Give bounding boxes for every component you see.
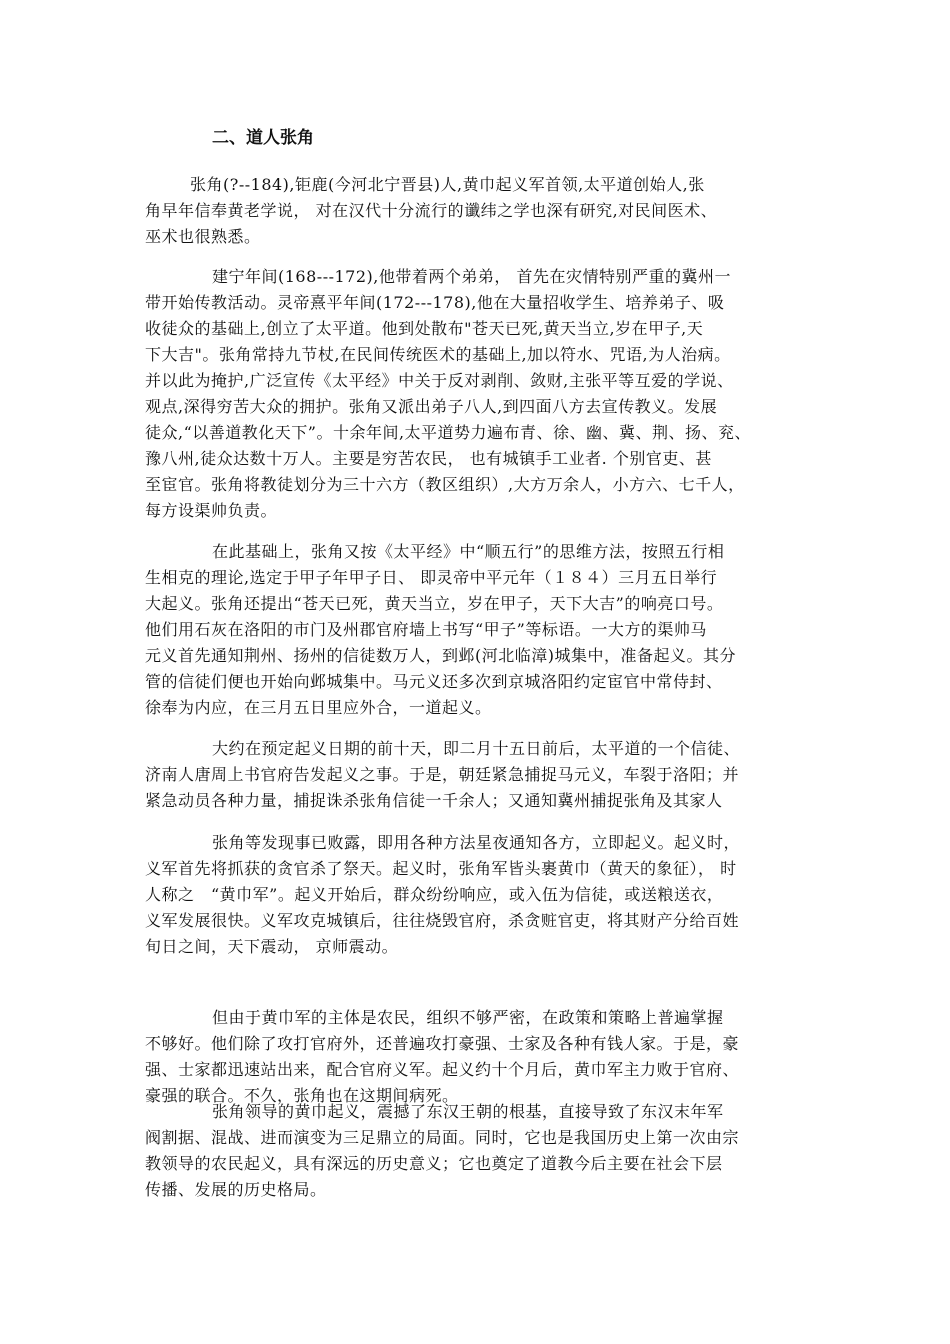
text-line: 建宁年间(168---172),他带着两个弟弟， 首先在灾情特别严重的冀州一: [212, 267, 731, 286]
text-line: 张角(?--184),钜鹿(今河北宁晋县)人,黄巾起义军首领,太平道创始人,张: [190, 175, 705, 194]
text-line: 大约在预定起义日期的前十天，即二月十五日前后，太平道的一个信徒、: [212, 739, 741, 758]
text-line: 紧急动员各种力量，捕捉诛杀张角信徒一千余人；又通知冀州捕捉张角及其家人: [145, 791, 723, 810]
text-line: 他们用石灰在洛阳的市门及州郡官府墙上书写“甲子”等标语。一大方的渠帅马: [145, 620, 707, 639]
text-line: 不够好。他们除了攻打官府外，还普遍攻打豪强、士家及各种有钱人家。于是，豪: [145, 1034, 740, 1053]
section-heading: 二、道人张角: [212, 128, 314, 148]
text-line: 但由于黄巾军的主体是农民，组织不够严密，在政策和策略上普遍掌握: [212, 1008, 724, 1027]
text-line: 阀割据、混战、进而演变为三足鼎立的局面。同时，它也是我国历史上第一次由宗: [145, 1128, 740, 1147]
text-line: 人称之 “黄巾军”。起义开始后，群众纷纷响应，或入伍为信徒，或送粮送衣，: [145, 885, 724, 904]
text-line: 豫八州,徒众达数十万人。主要是穷苦农民， 也有城镇手工业者. 个别官吏、甚: [145, 449, 712, 468]
text-line: 强、士家都迅速站出来，配合官府义军。起义约十个月后，黄巾军主力败于官府、: [145, 1060, 740, 1079]
text-line: 旬日之间，天下震动， 京师震动。: [145, 937, 399, 956]
text-line: 传播、发展的历史格局。: [145, 1180, 327, 1199]
text-line: 徐奉为内应，在三月五日里应外合，一道起义。: [145, 698, 492, 717]
text-line: 管的信徒们便也开始向邺城集中。马元义还多次到京城洛阳约定宦官中常侍封、: [145, 672, 723, 691]
text-line: 义军首先将抓获的贪官杀了祭天。起义时，张角军皆头裹黄巾（黄天的象征）， 时: [145, 859, 737, 878]
text-line: 每方设渠帅负责。: [145, 501, 278, 520]
text-line: 义军发展很快。义军攻克城镇后，往往烧毁官府，杀贪赃官吏，将其财产分给百姓: [145, 911, 740, 930]
text-line: 徒众,“以善道教化天下”。十余年间,太平道势力遍布青、徐、幽、冀、荆、扬、兖、: [145, 423, 752, 442]
text-line: 张角领导的黄巾起义，震撼了东汉王朝的根基，直接导致了东汉末年军: [212, 1102, 724, 1121]
text-line: 至宦官。张角将教徒划分为三十六方（教区组织）,大方万余人，小方六、七千人，: [145, 475, 745, 494]
text-line: 豪强的联合。不久，张角也在这期间病死。: [145, 1086, 459, 1105]
text-line: 角早年信奉黄老学说， 对在汉代十分流行的谶纬之学也深有研究,对民间医术、: [145, 201, 718, 220]
text-line: 带开始传教活动。灵帝熹平年间(172---178),他在大量招收学生、培养弟子、吸: [145, 293, 725, 312]
text-line: 下大吉"。张角常持九节杖,在民间传统医术的基础上,加以符水、咒语,为人治病。: [145, 345, 731, 364]
text-line: 大起义。张角还提出“苍天已死，黄天当立，岁在甲子，天下大吉”的响亮口号。: [145, 594, 724, 613]
text-line: 收徒众的基础上,创立了太平道。他到处散布"苍天已死,黄天当立,岁在甲子,天: [145, 319, 704, 338]
text-line: 观点,深得穷苦大众的拥护。张角又派出弟子八人,到四面八方去宣传教义。发展: [145, 397, 718, 416]
text-line: 张角等发现事已败露，即用各种方法星夜通知各方，立即起义。起义时，: [212, 833, 741, 852]
text-line: 教领导的农民起义，具有深远的历史意义；它也奠定了道教今后主要在社会下层: [145, 1154, 723, 1173]
text-line: 在此基础上，张角又按《太平经》中“顺五行”的思维方法，按照五行相: [212, 542, 725, 561]
text-line: 生相克的理论,选定于甲子年甲子日、 即灵帝中平元年（１８４）三月五日举行: [145, 568, 718, 587]
text-line: 巫术也很熟悉。: [145, 227, 261, 246]
text-line: 并以此为掩护,广泛宣传《太平经》中关于反对剥削、敛财,主张平等互爱的学说、: [145, 371, 734, 390]
text-line: 元义首先通知荆州、扬州的信徒数万人，到邺(河北临漳)城集中，准备起义。其分: [145, 646, 736, 665]
text-line: 济南人唐周上书官府告发起义之事。于是，朝廷紧急捕捉马元义，车裂于洛阳；并: [145, 765, 740, 784]
